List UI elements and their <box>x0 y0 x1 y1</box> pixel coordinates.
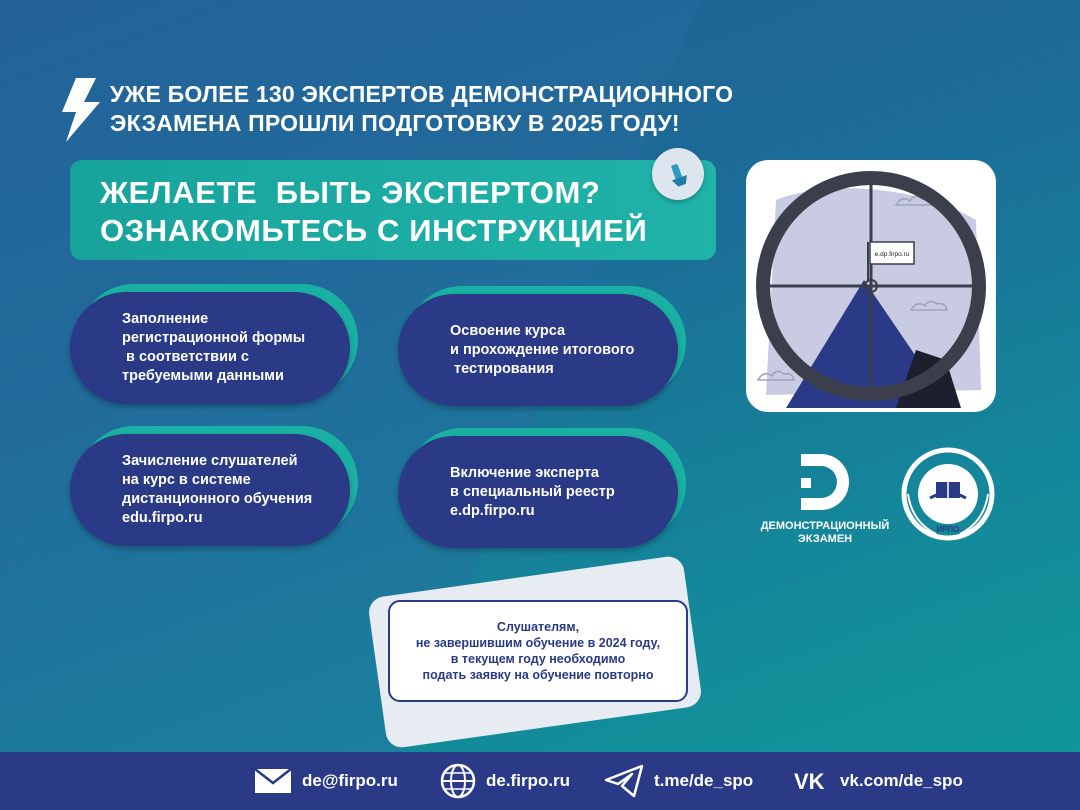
step-line: Заполнение <box>122 311 209 327</box>
svg-text:VK: VK <box>794 769 825 793</box>
step-card-registry <box>398 432 688 550</box>
card-body <box>70 292 350 404</box>
email-contact[interactable] <box>254 752 398 810</box>
telegram-link[interactable]: t.me/de_spo <box>654 771 754 790</box>
step-card-course <box>398 290 688 408</box>
sign-text: e.dp.firpo.ru <box>874 251 910 258</box>
de-label-line-1: ДЕМОНСТРАЦИОННЫЙ <box>760 520 890 532</box>
note-line: в текущем году необходимо <box>450 652 626 666</box>
note-line: Слушателям, <box>496 620 580 634</box>
step-text <box>450 436 664 548</box>
banner-text <box>100 174 647 250</box>
headline-line-1: УЖЕ БОЛЕЕ 130 ЭКСПЕРТОВ ДЕМОНСТРАЦИОННОГО <box>110 81 734 107</box>
headline <box>110 80 870 138</box>
note-line: подать заявку на обучение повторно <box>422 668 654 682</box>
step-card-registration <box>70 288 360 406</box>
step-text <box>122 292 336 404</box>
step-card-enrollment <box>70 430 360 548</box>
de-label-line-2: ЭКЗАМЕН <box>797 533 853 545</box>
lightning-icon <box>60 78 102 142</box>
note-line: не завершившим обучение в 2024 году, <box>415 636 661 650</box>
step-text <box>122 434 336 546</box>
vk-contact[interactable] <box>794 752 963 810</box>
telegram-contact[interactable] <box>604 752 753 810</box>
crosshair-mountain-illustration <box>746 160 996 412</box>
step-text <box>450 294 664 406</box>
step-line: edu.firpo.ru <box>122 510 203 526</box>
irpo-label: ИРПО <box>936 525 960 534</box>
step-line: тестирования <box>450 360 554 377</box>
cta-banner <box>70 160 716 260</box>
step-line: Включение эксперта <box>450 464 599 481</box>
card-body <box>398 294 678 406</box>
logos <box>750 446 1000 556</box>
banner-line-2: ОЗНАКОМЬТЕСЬ С ИНСТРУКЦИЕЙ <box>100 213 648 248</box>
de-logo-label <box>750 520 900 546</box>
globe-icon <box>440 763 476 799</box>
vk-link[interactable]: vk.com/de_spo <box>840 771 963 790</box>
headline-line-2: ЭКЗАМЕНА ПРОШЛИ ПОДГОТОВКУ В 2025 ГОДУ! <box>110 110 680 136</box>
step-line: и прохождение итогового <box>450 341 635 358</box>
telegram-icon <box>604 764 644 798</box>
step-line: требуемыми данными <box>122 368 284 384</box>
step-line: Зачисление слушателей <box>122 453 298 469</box>
step-line: на курс в системе <box>122 472 251 488</box>
card-body <box>398 436 678 548</box>
vk-icon <box>794 769 830 793</box>
mail-icon <box>254 768 292 794</box>
pin-icon <box>652 148 704 200</box>
step-line: Освоение курса <box>450 322 566 339</box>
step-line: в соответствии с <box>122 349 249 365</box>
step-line: в специальный реестр <box>450 483 615 500</box>
de-logo-icon <box>795 454 853 514</box>
email-link[interactable]: de@firpo.ru <box>302 771 398 790</box>
step-line: e.dp.firpo.ru <box>450 502 535 519</box>
repeat-enrollment-note <box>388 600 688 702</box>
step-line: дистанционного обучения <box>122 491 313 507</box>
site-contact[interactable] <box>440 752 570 810</box>
irpo-logo-icon <box>900 446 996 546</box>
card-body <box>70 434 350 546</box>
contacts-footer <box>0 752 1080 810</box>
site-link[interactable]: de.firpo.ru <box>486 771 571 790</box>
step-line: регистрационной формы <box>122 330 306 346</box>
banner-line-1: ЖЕЛАЕТЕ БЫТЬ ЭКСПЕРТОМ? <box>100 175 601 210</box>
